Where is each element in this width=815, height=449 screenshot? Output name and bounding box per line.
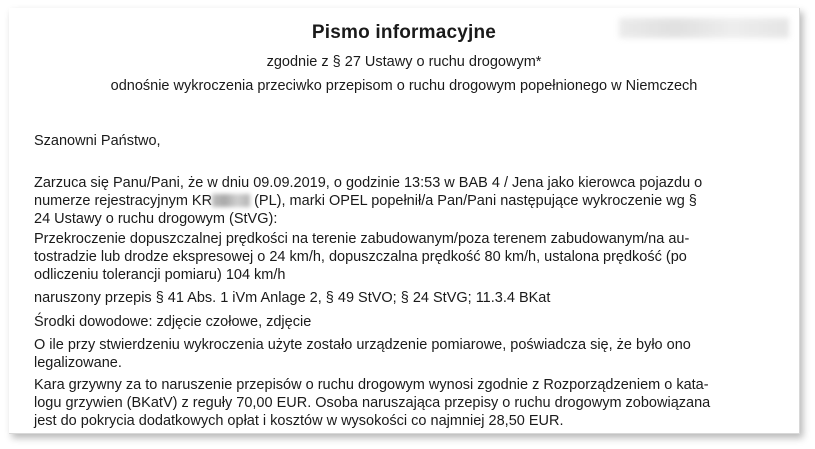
paragraph-accusation-line-3: 24 Ustawy o ruchu drogowym (StVG): [34, 211, 278, 227]
paragraph-fine [34, 376, 779, 430]
document-title: Pismo informacyjne [311, 22, 497, 43]
evidence: Środki dowodowe: zdjęcie czołowe, zdjęcie [34, 314, 312, 330]
paragraph-offense-line-1: Przekroczenie dopuszczalnej prędkości na terenie zabudowanym/poza terenem zabudowanym/na au- [34, 231, 690, 247]
paragraph-offense-description [34, 230, 779, 284]
paragraph-fine-line-2: logu grzywien (BKatV) z reguły 70,00 EUR. Osoba naruszająca przepisy o ruchu drogowym zobowiązana [34, 395, 711, 411]
paragraph-measurement-line-1: O ile przy stwierdzeniu wykroczenia użyte zostało urządzenie pomiarowe, poświadcza się, że było ono [34, 337, 691, 353]
paragraph-measurement-device [34, 336, 779, 372]
violated-regulation: naruszony przepis § 41 Abs. 1 iVm Anlage 2, § 49 StVO; § 24 StVG; 11.3.4 BKat [34, 290, 551, 306]
document-subtitle-subject: odnośnie wykroczenia przeciwko przepisom o ruchu drogowym popełnionego w Niemczech [110, 78, 698, 94]
paragraph-accusation-line-1: Zarzuca się Panu/Pani, że w dniu 09.09.2019, o godzinie 13:53 w BAB 4 / Jena jako kierowca pojazdu o [34, 175, 703, 191]
plate-prefix: numerze rejestracyjnym KR [34, 193, 213, 209]
paragraph-fine-line-3: jest do pokrycia dodatkowych opłat i kosztów w wysokości co najmniej 28,50 EUR. [34, 413, 564, 429]
document-page [9, 8, 800, 434]
redacted-plate-number [212, 194, 250, 207]
paragraph-fine-line-1: Kara grzywny za to naruszenie przepisów o ruchu drogowym wynosi zgodnie z Rozporządzeniem o kata- [34, 377, 709, 393]
document-subtitle-legal-basis: zgodnie z § 27 Ustawy o ruchu drogowym* [266, 54, 542, 70]
paragraph-offense-line-3: odliczeniu tolerancji pomiaru) 104 km/h [34, 267, 286, 283]
paragraph-accusation-line-2 [34, 192, 779, 210]
paragraph-offense-line-2: tostradzie lub drodze ekspresowej o 24 km/h, dopuszczalna prędkość 80 km/h, ustalona prędkość (po [34, 249, 687, 265]
salutation: Szanowni Państwo, [34, 133, 161, 149]
plate-suffix: (PL), marki OPEL popełnił/a Pan/Pani następujące wykroczenie wg § [250, 193, 697, 209]
paragraph-measurement-line-2: legalizowane. [34, 355, 122, 371]
paragraph-accusation [34, 174, 779, 228]
